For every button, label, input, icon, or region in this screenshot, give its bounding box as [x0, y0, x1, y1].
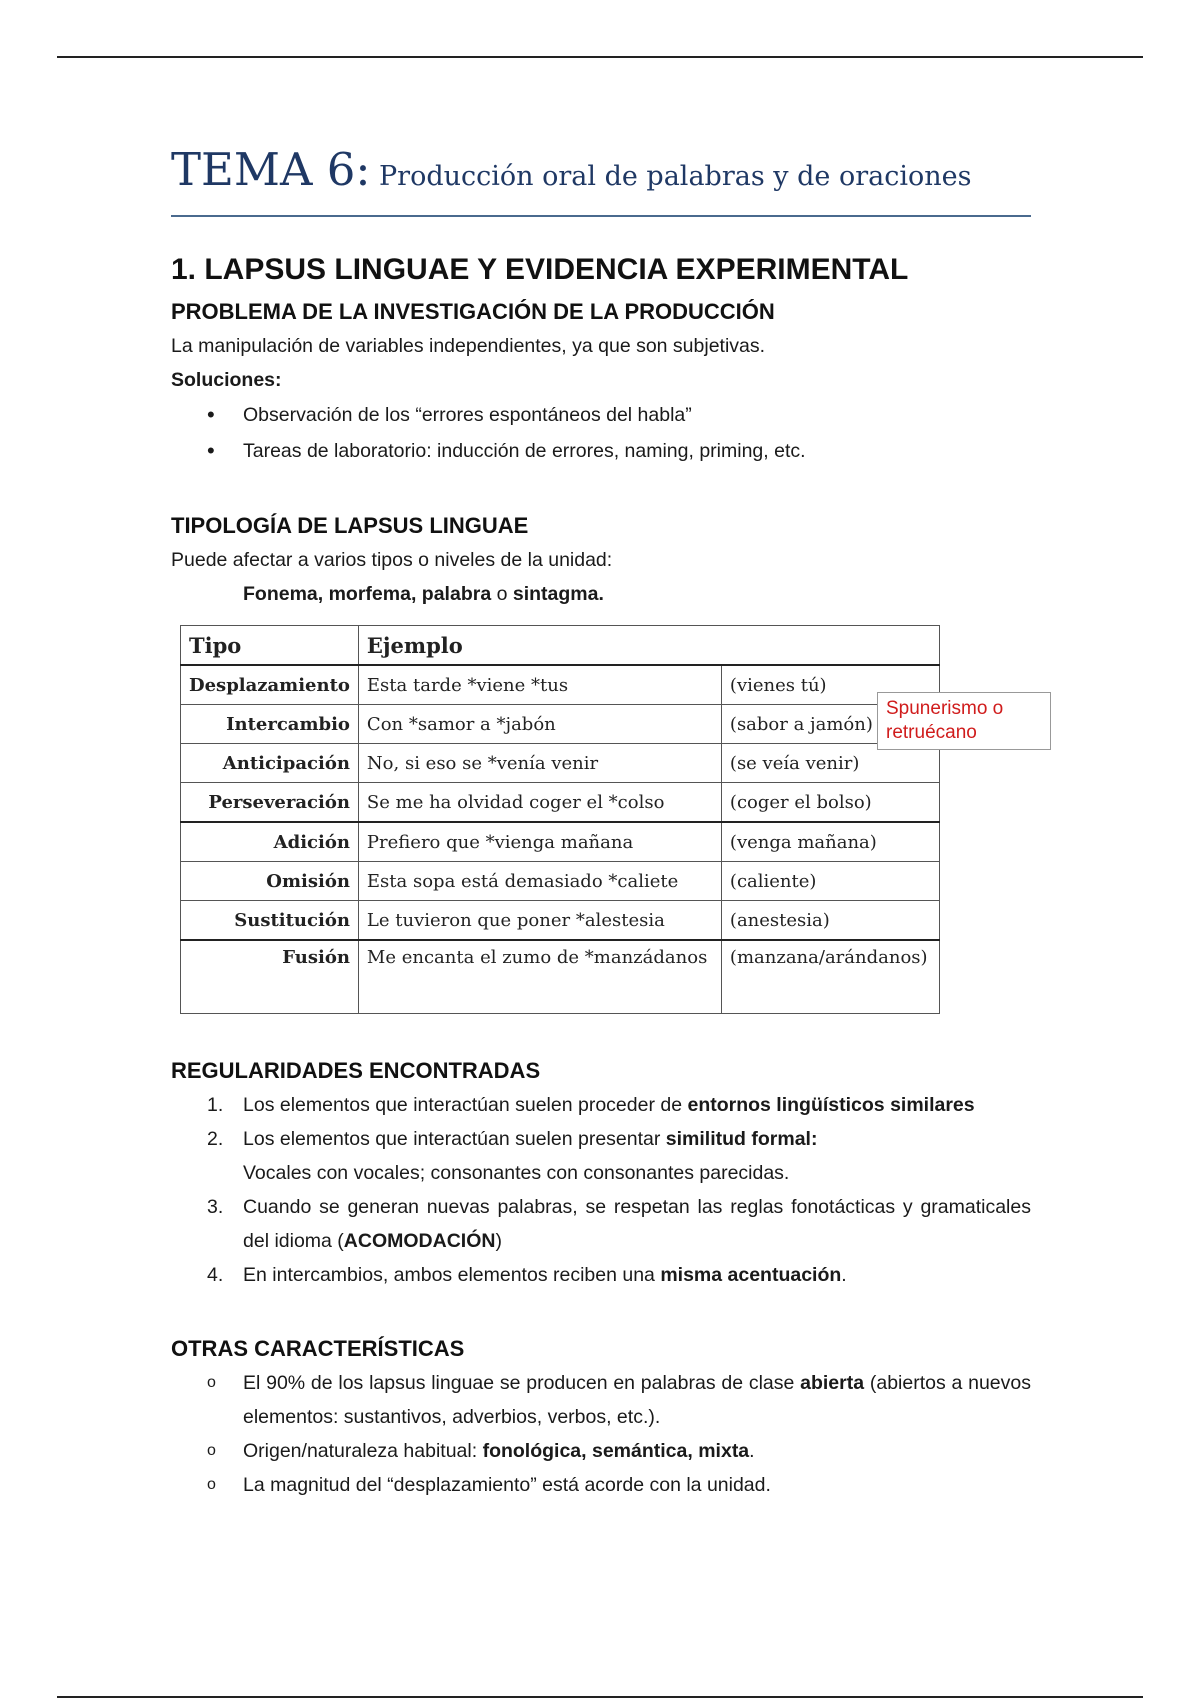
- ejemplo-cell: Prefiero que *vienga mañana: [358, 822, 721, 862]
- lapsus-table-wrapper: [180, 625, 1004, 1014]
- correct-form-cell: (anestesia): [721, 901, 939, 941]
- problem-text: La manipulación de variables independientes, ya que son subjetivas.: [171, 335, 766, 357]
- correct-form-cell: (sabor a jamón): [721, 705, 939, 744]
- table-row: [181, 862, 940, 901]
- tipo-cell: Adición: [181, 822, 359, 862]
- regularities-list: [171, 1088, 1031, 1292]
- solutions-list: [171, 397, 1031, 469]
- ejemplo-cell: Se me ha olvidad coger el *colso: [358, 783, 721, 823]
- table-header-row: [181, 626, 940, 666]
- ejemplo-cell: Le tuvieron que poner *alestesia: [358, 901, 721, 941]
- bottom-rule: [57, 1696, 1143, 1698]
- tipo-cell: Omisión: [181, 862, 359, 901]
- correct-form-cell: (caliente): [721, 862, 939, 901]
- tipo-cell: Anticipación: [181, 744, 359, 783]
- list-item: o Origen/naturaleza habitual: fonológica, semántica, mixta.: [207, 1440, 755, 1462]
- ejemplo-cell: Esta sopa está demasiado *caliete: [358, 862, 721, 901]
- section-heading: 1. LAPSUS LINGUAE Y EVIDENCIA EXPERIMENTAL: [171, 253, 909, 286]
- list-item: 4. En intercambios, ambos elementos reciben una misma acentuación.: [207, 1264, 847, 1286]
- other-heading: OTRAS CARACTERÍSTICAS: [171, 1336, 465, 1361]
- tipo-cell: Sustitución: [181, 901, 359, 941]
- ejemplo-cell: Con *samor a *jabón: [358, 705, 721, 744]
- table-row: [181, 901, 940, 941]
- document-body: [171, 140, 1031, 1502]
- table-row: [181, 744, 940, 783]
- list-item: 2. Los elementos que interactúan suelen presentar similitud formal: Vocales con vocales; consonantes con consonantes parecidas.: [207, 1128, 818, 1184]
- tipo-cell: Fusión: [181, 940, 359, 1014]
- page-title: [171, 140, 1031, 217]
- table-row: [181, 665, 940, 705]
- title-subtitle: Producción oral de palabras y de oraciones: [379, 161, 972, 192]
- column-header-ejemplo: Ejemplo: [358, 626, 939, 666]
- table-body: [181, 665, 940, 1014]
- table-row: [181, 705, 940, 744]
- column-header-tipo: Tipo: [181, 626, 359, 666]
- other-list: [171, 1366, 1031, 1502]
- list-item: • Observación de los “errores espontáneos del habla”: [243, 397, 1031, 433]
- problem-heading: PROBLEMA DE LA INVESTIGACIÓN DE LA PRODUCCIÓN: [171, 299, 775, 324]
- tipo-cell: Desplazamiento: [181, 665, 359, 705]
- list-item: 1. Los elementos que interactúan suelen proceder de entornos lingüísticos similares: [207, 1094, 975, 1116]
- correct-form-cell: (venga mañana): [721, 822, 939, 862]
- ejemplo-cell: Esta tarde *viene *tus: [358, 665, 721, 705]
- table-row: [181, 783, 940, 823]
- list-item: • Tareas de laboratorio: inducción de errores, naming, priming, etc.: [243, 433, 1031, 469]
- callout-note: Spunerismo o retruécano: [877, 692, 1051, 750]
- solutions-label: Soluciones:: [171, 369, 282, 391]
- table-row: [181, 822, 940, 862]
- title-main: TEMA 6:: [171, 143, 371, 196]
- ejemplo-cell: Me encanta el zumo de *manzádanos: [358, 940, 721, 1014]
- tipo-cell: Intercambio: [181, 705, 359, 744]
- tipo-cell: Perseveración: [181, 783, 359, 823]
- lapsus-table: [180, 625, 940, 1014]
- correct-form-cell: (se veía venir): [721, 744, 939, 783]
- correct-form-cell: (vienes tú): [721, 665, 939, 705]
- list-item: 3. Cuando se generan nuevas palabras, se respetan las reglas fonotácticas y gramaticales del idioma (ACOMODACIÓN): [207, 1196, 1031, 1252]
- list-item: o La magnitud del “desplazamiento” está acorde con la unidad.: [207, 1474, 771, 1496]
- typology-heading: TIPOLOGÍA DE LAPSUS LINGUAE: [171, 513, 529, 538]
- correct-form-cell: (manzana/arándanos): [721, 940, 939, 1014]
- ejemplo-cell: No, si eso se *venía venir: [358, 744, 721, 783]
- typology-units: Fonema, morfema, palabra o sintagma.: [243, 583, 604, 605]
- typology-intro: Puede afectar a varios tipos o niveles de la unidad:: [171, 549, 613, 571]
- table-row: [181, 940, 940, 1014]
- top-rule: [57, 56, 1143, 58]
- list-item: o El 90% de los lapsus linguae se producen en palabras de clase abierta (abiertos a nuevos elementos: sustantivos, adverbios, verbos, etc.).: [207, 1372, 1031, 1428]
- regularities-heading: REGULARIDADES ENCONTRADAS: [171, 1058, 541, 1083]
- correct-form-cell: (coger el bolso): [721, 783, 939, 823]
